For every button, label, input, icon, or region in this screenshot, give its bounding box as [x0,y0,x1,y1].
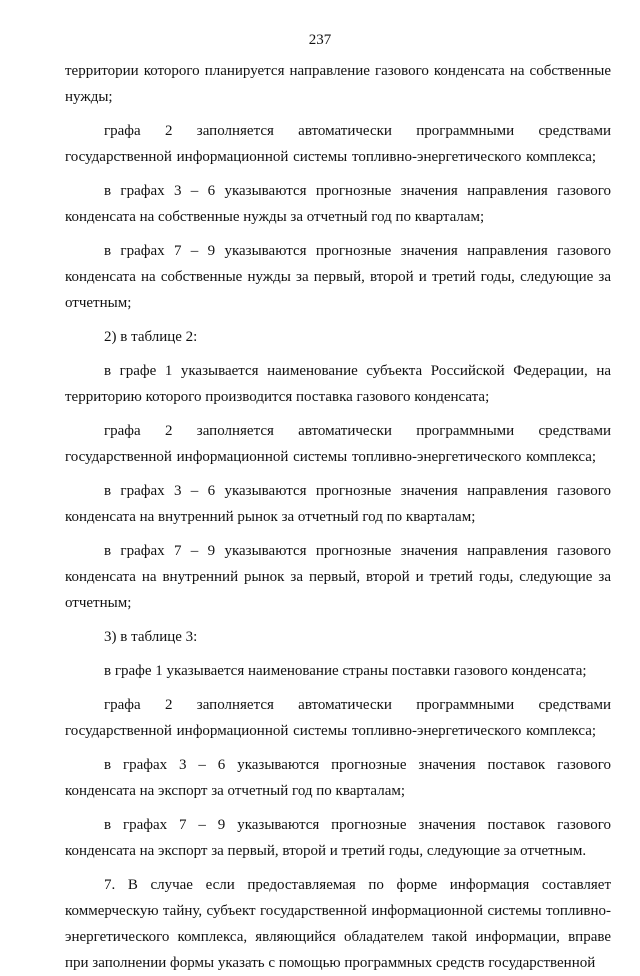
page-number: 237 [308,32,332,48]
paragraph: 2) в таблице 2: [104,329,198,345]
paragraph: в графе 1 указывается наименование страны поставки газового конденсата; [104,663,587,679]
paragraph: в графах 7 – 9 указываются прогнозные значения направления газового конденсата на собственные нужды за первый, второй и третий годы, следующие за отчетным; [65,243,611,311]
paragraph: территории которого планируется направление газового конденсата на собственные нужды; [65,63,611,105]
paragraph: 7. В случае если предоставляемая по форме информация составляет коммерческую тайну, субъект государственной информационной системы топливно-энергетического комплекса, являющийся обладателем такой информации, вправе при заполнении формы указать с помощью программных средств государственной [65,877,611,971]
paragraph: в графах 7 – 9 указываются прогнозные значения поставок газового конденсата на экспорт за первый, второй и третий годы, следующие за отчетным. [65,817,611,859]
paragraph: графа 2 заполняется автоматически программными средствами государственной информационной системы топливно-энергетического комплекса; [65,123,611,165]
paragraph: графа 2 заполняется автоматически программными средствами государственной информационной системы топливно-энергетического комплекса; [65,697,611,739]
paragraph: в графах 3 – 6 указываются прогнозные значения поставок газового конденсата на экспорт за отчетный год по кварталам; [65,757,611,799]
paragraph: графа 2 заполняется автоматически программными средствами государственной информационной системы топливно-энергетического комплекса; [65,423,611,465]
document-body [65,58,611,976]
paragraph: в графах 7 – 9 указываются прогнозные значения направления газового конденсата на внутренний рынок за первый, второй и третий годы, следующие за отчетным; [65,543,611,611]
paragraph: в графах 3 – 6 указываются прогнозные значения направления газового конденсата на собственные нужды за отчетный год по кварталам; [65,183,611,225]
paragraph: 3) в таблице 3: [104,629,198,645]
paragraph: в графах 3 – 6 указываются прогнозные значения направления газового конденсата на внутренний рынок за отчетный год по кварталам; [65,483,611,525]
paragraph: в графе 1 указывается наименование субъекта Российской Федерации, на территорию которого производится поставка газового конденсата; [65,363,611,405]
